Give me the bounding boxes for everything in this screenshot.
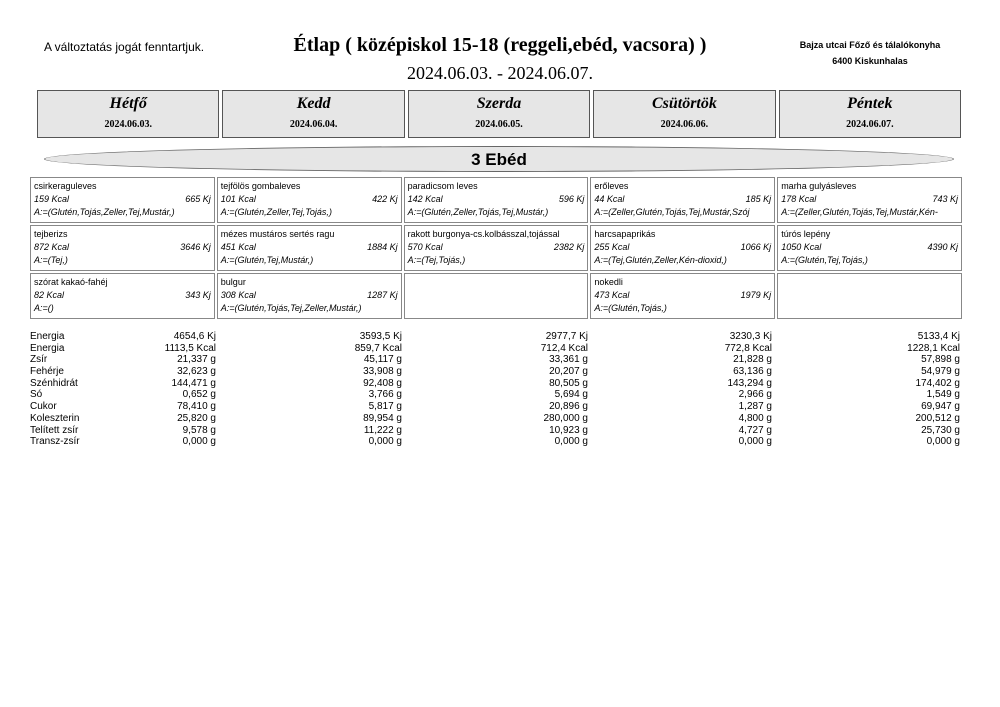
dish-allergens: A:=(Glutén,Zeller,Tej,Tojás,) (220, 207, 332, 217)
dish-name: túrós lepény (781, 229, 831, 239)
disclaimer: A változtatás jogát fenntartjuk. (44, 40, 205, 54)
nutrition-value: 21,828 g (733, 354, 772, 366)
nutrition-value: 0,652 g (182, 389, 216, 401)
dish-name: szórat kakaó-fahéj (34, 277, 108, 287)
nutrition-value: 1,287 g (738, 401, 772, 413)
dish-allergens: A:=(Tej,Glutén,Zeller,Kén-dioxid,) (594, 255, 727, 265)
dish-cell (777, 177, 962, 223)
dish-allergens: A:=(Glutén,Zeller,Tojás,Tej,Mustár,) (407, 207, 549, 217)
day-header (222, 90, 404, 138)
nutrition-value: 20,207 g (549, 366, 588, 378)
nutrition-label: Cukor (30, 401, 57, 413)
nutrition-value: 33,908 g (363, 366, 402, 378)
nutrition-value: 3593,5 Kj (359, 331, 402, 342)
day-date: 2024.06.06. (660, 119, 709, 130)
day-name: Hétfő (109, 95, 147, 112)
nutrition-label: Koleszterin (30, 412, 80, 424)
dish-cell (217, 225, 402, 271)
nutrition-value: 143,294 g (727, 377, 772, 389)
nutrition-value: 89,954 g (363, 412, 402, 424)
kitchen-address: 6400 Kiskunhalas (832, 56, 908, 66)
day-name: Kedd (296, 95, 331, 112)
dish-kj: 2382 Kj (553, 242, 585, 252)
nutrition-label: Só (30, 389, 43, 401)
dish-kj: 1066 Kj (740, 242, 772, 252)
dish-kj: 343 Kj (185, 290, 211, 300)
dish-cell (30, 225, 215, 271)
nutrition-value: 92,408 g (363, 377, 402, 389)
dish-allergens: A:=(Glutén,Tej,Mustár,) (220, 255, 314, 265)
nutrition-row (30, 436, 962, 448)
nutrition-value: 78,410 g (177, 401, 216, 413)
dish-allergens: A:=(Zeller,Glutén,Tojás,Tej,Mustár,Szój (594, 207, 750, 217)
dish-kj: 665 Kj (185, 194, 211, 204)
kitchen-info (770, 37, 970, 69)
nutrition-value: 1,549 g (926, 389, 960, 401)
dish-allergens: A:=(Glutén,Tej,Tojás,) (781, 255, 868, 265)
dish-cell (777, 225, 962, 271)
dish-name: tejfölös gombaleves (220, 181, 301, 191)
dish-kj: 1979 Kj (740, 290, 772, 300)
nutrition-value: 5,817 g (368, 401, 402, 413)
nutrition-value: 174,402 g (915, 377, 960, 389)
dish-kcal: 451 Kcal (220, 242, 256, 252)
nutrition-row (30, 413, 962, 425)
nutrition-value: 63,136 g (733, 366, 772, 378)
nutrition-value: 2977,7 Kj (545, 331, 588, 342)
dish-kcal: 178 Kcal (781, 194, 817, 204)
nutrition-value: 2,966 g (738, 389, 772, 401)
dish-name: mézes mustáros sertés ragu (220, 229, 335, 239)
dish-cell (404, 225, 589, 271)
nutrition-value: 0,000 g (554, 436, 588, 448)
nutrition-row (30, 366, 962, 378)
nutrition-value: 1113,5 Kcal (164, 342, 216, 354)
dish-kj: 3646 Kj (180, 242, 211, 252)
kitchen-name: Bajza utcai Főző és tálalókonyha (799, 40, 941, 50)
dish-kj: 1884 Kj (367, 242, 398, 252)
nutrition-value: 5,694 g (554, 389, 588, 401)
nutrition-value: 859,7 Kcal (354, 342, 402, 354)
dish-cell (217, 177, 402, 223)
dish-kcal: 142 Kcal (407, 194, 443, 204)
nutrition-row (30, 378, 962, 390)
nutrition-value: 11,222 g (363, 424, 402, 436)
dish-kj: 1287 Kj (367, 290, 398, 300)
nutrition-value: 3,766 g (368, 389, 402, 401)
nutrition-value: 4,727 g (738, 424, 772, 436)
nutrition-value: 144,471 g (171, 377, 216, 389)
nutrition-value: 9,578 g (182, 424, 216, 436)
dish-kj: 743 Kj (932, 194, 958, 204)
dish-cell (404, 273, 589, 319)
dish-kj: 4390 Kj (927, 242, 958, 252)
nutrition-label: Fehérje (30, 366, 64, 378)
nutrition-row (30, 389, 962, 401)
nutrition-row (30, 343, 962, 355)
nutrition-label: Energia (30, 342, 65, 354)
nutrition-value: 772,8 Kcal (724, 342, 772, 354)
nutrition-value: 280,000 g (543, 412, 588, 424)
day-header-row (37, 90, 961, 138)
dish-allergens: A:=(Tej,) (34, 255, 68, 265)
nutrition-value: 10,923 g (549, 424, 588, 436)
nutrition-value: 45,117 g (363, 354, 402, 366)
dish-cell (590, 225, 775, 271)
nutrition-value: 0,000 g (368, 436, 402, 448)
date-range: 2024.06.03. - 2024.06.07. (407, 63, 593, 83)
dish-kcal: 159 Kcal (34, 194, 70, 204)
dish-kcal: 570 Kcal (407, 242, 443, 252)
nutrition-value: 25,730 g (921, 424, 960, 436)
dish-kcal: 101 Kcal (220, 194, 256, 204)
nutrition-label: Transz-zsír (30, 436, 80, 448)
dish-cell (590, 177, 775, 223)
nutrition-label: Telített zsír (30, 424, 79, 436)
dish-name: paradicsom leves (407, 181, 478, 191)
nutrition-label: Energia (30, 331, 65, 342)
day-header (37, 90, 219, 138)
dish-kcal: 1050 Kcal (781, 242, 822, 252)
nutrition-value: 33,361 g (549, 354, 588, 366)
nutrition-label: Szénhidrát (30, 377, 78, 389)
nutrition-value: 0,000 g (926, 436, 960, 448)
dish-kcal: 473 Kcal (594, 290, 630, 300)
dish-cell (777, 273, 962, 319)
nutrition-row (30, 401, 962, 413)
day-header (779, 90, 961, 138)
nutrition-value: 0,000 g (738, 436, 772, 448)
nutrition-value: 0,000 g (182, 436, 216, 448)
dish-kcal: 82 Kcal (34, 290, 65, 300)
nutrition-value: 80,505 g (549, 377, 588, 389)
dish-kcal: 308 Kcal (220, 290, 256, 300)
dish-name: erőleves (594, 181, 629, 191)
nutrition-value: 4,800 g (738, 412, 772, 424)
dish-cell (30, 177, 215, 223)
dish-kcal: 44 Kcal (594, 194, 625, 204)
dish-allergens: A:=(Glutén,Tojás,Tej,Zeller,Mustár,) (220, 303, 362, 313)
day-date: 2024.06.07. (846, 119, 894, 130)
dish-kj: 185 Kj (745, 194, 772, 204)
day-name: Szerda (476, 95, 522, 112)
day-date: 2024.06.03. (104, 119, 152, 130)
nutrition-value: 3230,3 Kj (729, 331, 772, 342)
dish-allergens: A:=(Zeller,Glutén,Tojás,Tej,Mustár,Kén- (781, 207, 938, 217)
dish-cell (30, 273, 215, 319)
day-name: Péntek (847, 95, 893, 112)
nutrition-value: 5133,4 Kj (917, 331, 960, 342)
nutrition-value: 69,947 g (921, 401, 960, 413)
day-header (408, 90, 590, 138)
nutrition-row (30, 354, 962, 366)
nutrition-value: 200,512 g (915, 412, 960, 424)
dish-name: rakott burgonya-cs.kolbásszal,tojással (407, 229, 560, 239)
dish-cell (590, 273, 775, 319)
nutrition-value: 54,979 g (921, 366, 960, 378)
dish-name: nokedli (594, 277, 623, 287)
day-date: 2024.06.05. (475, 119, 523, 130)
dish-name: tejberizs (34, 229, 68, 239)
nutrition-label: Zsír (30, 354, 48, 366)
day-name: Csütörtök (651, 95, 717, 112)
nutrition-value: 1228,1 Kcal (907, 342, 960, 354)
nutrition-value: 20,896 g (549, 401, 588, 413)
nutrition-table (30, 331, 962, 448)
day-header (593, 90, 775, 138)
nutrition-row (30, 425, 962, 437)
nutrition-value: 57,898 g (921, 354, 960, 366)
day-date: 2024.06.04. (289, 119, 338, 130)
dish-allergens: A:=() (34, 303, 54, 313)
dish-grid (30, 177, 962, 319)
nutrition-value: 25,820 g (177, 412, 216, 424)
dish-name: bulgur (220, 277, 246, 287)
page-title: Étlap ( középiskol 15-18 (reggeli,ebéd, vacsora) ) (293, 34, 707, 56)
dish-kj: 422 Kj (372, 194, 398, 204)
dish-name: marha gulyásleves (781, 181, 857, 191)
nutrition-row (30, 331, 962, 343)
nutrition-value: 712,4 Kcal (540, 342, 588, 354)
dish-kcal: 872 Kcal (34, 242, 70, 252)
dish-cell (217, 273, 402, 319)
nutrition-value: 21,337 g (177, 354, 216, 366)
dish-kcal: 255 Kcal (594, 242, 630, 252)
dish-allergens: A:=(Tej,Tojás,) (407, 255, 466, 265)
dish-kj: 596 Kj (558, 194, 585, 204)
dish-name: csirkeraguleves (34, 181, 97, 191)
dish-allergens: A:=(Glutén,Tojás,) (594, 303, 667, 313)
meal-title: 3 Ebéd (44, 146, 954, 172)
nutrition-value: 32,623 g (177, 366, 216, 378)
nutrition-value: 4654,6 Kj (173, 331, 216, 342)
dish-cell (404, 177, 589, 223)
dish-name: harcsapaprikás (594, 229, 656, 239)
dish-allergens: A:=(Glutén,Tojás,Zeller,Tej,Mustár,) (34, 207, 175, 217)
